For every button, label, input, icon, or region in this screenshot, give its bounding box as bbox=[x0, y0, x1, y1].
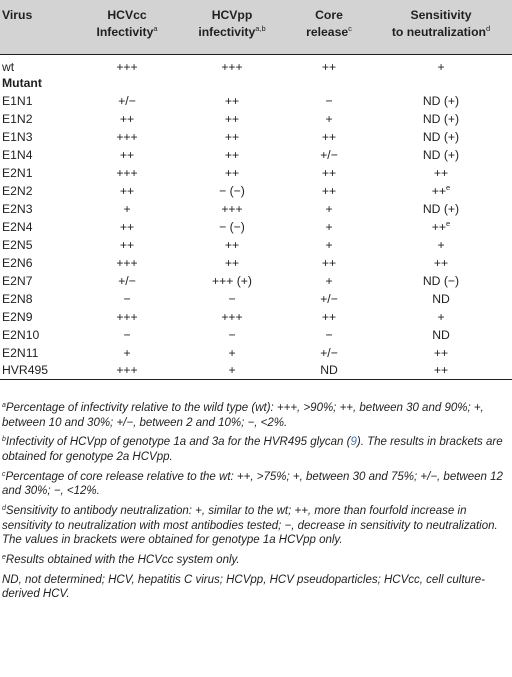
table-cell: ++ bbox=[321, 309, 337, 324]
footnote-mark: e bbox=[446, 218, 451, 228]
footnote-mark: d bbox=[2, 505, 6, 513]
table-cell: ND (+) bbox=[422, 148, 460, 163]
table-cell: ++ bbox=[224, 237, 240, 252]
virus-name: E1N1 bbox=[2, 94, 33, 109]
table-cell: +++ bbox=[221, 309, 243, 324]
virus-name: E2N1 bbox=[2, 166, 33, 181]
table-cell: ++ bbox=[119, 219, 135, 234]
table-row bbox=[0, 326, 512, 344]
table-row bbox=[0, 128, 512, 146]
table-row bbox=[0, 344, 512, 362]
table-cell: − bbox=[123, 291, 131, 306]
virus-name: E2N6 bbox=[2, 255, 33, 270]
column-header: Core release$^c$ bbox=[288, 0, 370, 54]
table-row bbox=[0, 200, 512, 218]
footnote-mark: c bbox=[348, 24, 352, 33]
footnote: $^c$Percentage of core release relative to the wt: ++, >75%; +, between 30 and 75%; +/−, between 12 and 30%; −, <12%. bbox=[2, 470, 503, 498]
table-row bbox=[0, 110, 512, 128]
table-cell: ND bbox=[432, 327, 450, 342]
table-row bbox=[0, 362, 512, 380]
footnote-mark: a bbox=[153, 24, 158, 33]
table-cell: +++ (+) bbox=[212, 273, 252, 288]
virus-name: Mutant bbox=[2, 76, 42, 91]
footnote-mark: e bbox=[446, 183, 451, 193]
virus-name: E2N11 bbox=[2, 345, 39, 360]
virus-name: E2N4 bbox=[2, 219, 33, 234]
table-cell: − bbox=[325, 327, 333, 342]
table-cell: ++ bbox=[321, 166, 337, 181]
table-cell: ++ bbox=[433, 345, 449, 360]
table-cell: − bbox=[325, 94, 333, 109]
table-cell: ++ bbox=[433, 166, 449, 181]
table-cell: ++ bbox=[224, 166, 240, 181]
table-cell: ++ bbox=[224, 130, 240, 145]
table-cell: +++ bbox=[116, 166, 138, 181]
table-cell: + bbox=[123, 345, 131, 360]
table-cell: − bbox=[123, 327, 131, 342]
table-cell: +/− bbox=[118, 273, 136, 288]
footnote-mark: e bbox=[2, 554, 6, 562]
table-header bbox=[0, 0, 512, 54]
virus-name: E2N5 bbox=[2, 237, 33, 252]
table-row bbox=[0, 92, 512, 110]
footnote-mark: a bbox=[2, 402, 6, 409]
column-header: HCVcc Infectivity$^a$ bbox=[78, 0, 176, 54]
table-cell: +++ bbox=[78, 362, 176, 380]
table-cell: +++ bbox=[221, 202, 243, 217]
footnote: $^a$Percentage of infectivity relative to the wild type (wt): +++, >90%; ++, between 30 and 90%; +, between 10 and 30%; +/−, between 2 and 10%; −, <2%. bbox=[2, 402, 484, 429]
table-cell: +/− bbox=[320, 291, 338, 306]
table-cell bbox=[78, 75, 176, 93]
virus-name: E2N7 bbox=[2, 273, 33, 288]
table-cell: ++ bbox=[321, 255, 337, 270]
table-cell: − (−) bbox=[219, 184, 245, 199]
table-footnotes bbox=[2, 401, 507, 607]
footnote-mark: a,b bbox=[255, 24, 266, 33]
table-cell: + bbox=[325, 273, 333, 288]
table-cell: ++ bbox=[224, 255, 240, 270]
table-cell: + bbox=[325, 219, 333, 234]
table-cell bbox=[370, 75, 512, 93]
table-cell: ++ bbox=[433, 255, 449, 270]
table-row bbox=[0, 164, 512, 182]
table-cell: ++ bbox=[119, 148, 135, 163]
table-cell: +/− bbox=[320, 345, 338, 360]
table-row bbox=[0, 218, 512, 236]
table-cell: ++ bbox=[370, 362, 512, 380]
table-cell: + bbox=[123, 202, 131, 217]
footnote: $^e$Results obtained with the HCVcc system only. bbox=[2, 554, 240, 567]
footnote-mark: d bbox=[485, 24, 491, 33]
virus-name: E1N4 bbox=[2, 148, 33, 163]
table-row bbox=[0, 182, 512, 200]
table-cell: +++ bbox=[116, 255, 138, 270]
table-cell: ++ bbox=[224, 112, 240, 127]
table-row bbox=[0, 146, 512, 164]
table-cell: ++$^e$ bbox=[431, 183, 451, 199]
table-cell: + bbox=[176, 362, 288, 380]
virus-name: E2N8 bbox=[2, 291, 33, 306]
table-cell: + bbox=[370, 54, 512, 75]
table-cell bbox=[288, 75, 370, 93]
footnote-mark: c bbox=[2, 470, 6, 478]
table-cell: ND (+) bbox=[422, 202, 460, 217]
table-cell bbox=[176, 75, 288, 93]
virus-name: E2N2 bbox=[2, 184, 33, 199]
table-cell: ++ bbox=[119, 184, 135, 199]
column-header: Sensitivity to neutralization$^d$ bbox=[370, 0, 512, 54]
footnote: $^b$Infectivity of HCVpp of genotype 1a and 3a for the HVR495 glycan (9). The results in brackets are obtained for genotype 2a HCVpp. bbox=[2, 436, 503, 463]
table-cell: − (−) bbox=[219, 219, 245, 234]
table-row bbox=[0, 290, 512, 308]
table-row bbox=[0, 54, 512, 75]
table-cell: + bbox=[437, 309, 445, 324]
virus-name: E2N3 bbox=[2, 202, 33, 217]
footnote: $^d$Sensitivity to antibody neutralization: +, similar to the wt; ++, more than fourfold increase in sensitivity to neutralization with most antibodies tested; −, decrease in sensitivity to neutralization. The values in brackets were obtained for genotype 1a HCVpp only. bbox=[2, 505, 498, 547]
table-cell: ++ bbox=[321, 184, 337, 199]
table-cell: ND (+) bbox=[422, 130, 460, 145]
table-cell: +/− bbox=[118, 94, 136, 109]
table-cell: +++ bbox=[78, 54, 176, 75]
table-cell: ++$^e$ bbox=[431, 218, 451, 234]
table-cell: +/− bbox=[320, 148, 338, 163]
table-cell: + bbox=[325, 112, 333, 127]
table-cell: ++ bbox=[321, 130, 337, 145]
column-header: HCVpp infectivity$^{a,b}$ bbox=[176, 0, 288, 54]
table-cell: + bbox=[437, 237, 445, 252]
table-body bbox=[0, 54, 512, 380]
reference-link[interactable]: 9 bbox=[350, 436, 357, 449]
table-cell: ND (−) bbox=[422, 273, 460, 288]
footnote-mark: b bbox=[2, 436, 6, 444]
table-cell: ++ bbox=[224, 94, 240, 109]
group-row bbox=[0, 75, 512, 93]
table-cell: + bbox=[325, 202, 333, 217]
table-row bbox=[0, 272, 512, 290]
table-cell: ND bbox=[288, 362, 370, 380]
table-cell: ND (+) bbox=[422, 112, 460, 127]
table-cell: +++ bbox=[116, 309, 138, 324]
virus-name: E1N2 bbox=[2, 112, 33, 127]
table-row bbox=[0, 308, 512, 326]
column-header: Virus bbox=[0, 0, 78, 54]
table-row bbox=[0, 254, 512, 272]
table-cell: ++ bbox=[288, 54, 370, 75]
table-cell: +++ bbox=[176, 54, 288, 75]
header-row bbox=[0, 0, 512, 54]
table-cell: ND bbox=[432, 291, 450, 306]
table-cell: ND (+) bbox=[422, 94, 460, 109]
table-cell: − bbox=[228, 327, 236, 342]
table-cell: − bbox=[228, 291, 236, 306]
virus-name: E2N9 bbox=[2, 309, 33, 324]
footnote: ND, not determined; HCV, hepatitis C virus; HCVpp, HCV pseudoparticles; HCVcc, cell culture-derived HCV. bbox=[2, 573, 485, 601]
table-cell: + bbox=[228, 345, 236, 360]
table-cell: + bbox=[325, 237, 333, 252]
table-cell: ++ bbox=[119, 237, 135, 252]
virus-name: E2N10 bbox=[2, 327, 40, 342]
table-cell: ++ bbox=[224, 148, 240, 163]
table-cell: +++ bbox=[116, 130, 138, 145]
virus-name: HVR495 bbox=[0, 362, 78, 380]
virus-name: E1N3 bbox=[2, 130, 33, 145]
virus-name: wt bbox=[0, 54, 78, 75]
table-row bbox=[0, 236, 512, 254]
table-cell: ++ bbox=[119, 112, 135, 127]
